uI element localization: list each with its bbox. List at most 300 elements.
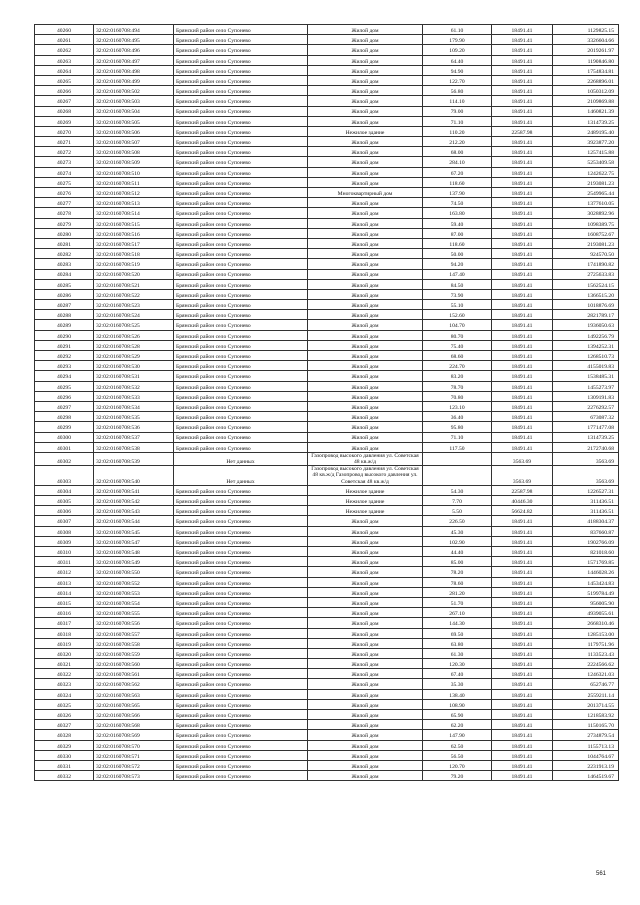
object-type-cell: Жилой дом (308, 238, 423, 248)
unit-value-cell: 18491.41 (492, 412, 553, 422)
object-type-cell: Жилой дом (308, 249, 423, 259)
cadastral-number-cell: 32:02:0160708:560 (94, 659, 174, 669)
row-number-cell: 40317 (35, 618, 94, 628)
table-row (35, 381, 619, 391)
cadastral-value-cell: 1366515.20 (553, 289, 619, 299)
row-number-cell: 40303 (35, 466, 94, 486)
table-row (35, 577, 619, 587)
object-type-cell: Жилой дом (308, 730, 423, 740)
table-row (35, 35, 619, 45)
area-cell: 95.80 (423, 422, 492, 432)
address-cell: Брянский район село Супонево (174, 96, 308, 106)
cadastral-number-cell: 32:02:0160708:531 (94, 371, 174, 381)
area-cell (423, 466, 492, 486)
unit-value-cell: 18491.41 (492, 351, 553, 361)
row-number-cell: 40329 (35, 740, 94, 750)
row-number-cell: 40270 (35, 126, 94, 136)
object-type-cell: Жилой дом (308, 218, 423, 228)
cadastral-number-cell: 32:02:0160708:550 (94, 567, 174, 577)
area-cell: 61.10 (423, 25, 492, 35)
cadastral-value-cell: 1179751.96 (553, 638, 619, 648)
object-type-cell: Жилой дом (308, 536, 423, 546)
object-type-cell: Жилой дом (308, 391, 423, 401)
cadastral-number-cell: 32:02:0160708:558 (94, 638, 174, 648)
unit-value-cell: 18491.41 (492, 689, 553, 699)
address-cell: Брянский район село Супонево (174, 699, 308, 709)
table-row (35, 310, 619, 320)
object-type-cell: Жилой дом (308, 167, 423, 177)
unit-value-cell: 18491.41 (492, 730, 553, 740)
object-type-cell: Жилой дом (308, 432, 423, 442)
cadastral-value-cell: 1268510.73 (553, 351, 619, 361)
row-number-cell: 40332 (35, 771, 94, 781)
page-number: 561 (596, 871, 607, 877)
cadastral-value-cell: 2734879.54 (553, 730, 619, 740)
cadastral-value-cell: 1129825.15 (553, 25, 619, 35)
address-cell: Брянский район село Супонево (174, 567, 308, 577)
cadastral-number-cell: 32:02:0160708:513 (94, 198, 174, 208)
area-cell: 147.40 (423, 269, 492, 279)
cadastral-value-cell: 1460821.39 (553, 106, 619, 116)
object-type-cell: Жилой дом (308, 648, 423, 658)
area-cell: 137.90 (423, 188, 492, 198)
unit-value-cell: 18491.41 (492, 167, 553, 177)
address-cell: Брянский район село Супонево (174, 422, 308, 432)
address-cell: Брянский район село Супонево (174, 750, 308, 760)
address-cell: Брянский район село Супонево (174, 45, 308, 55)
cadastral-number-cell: 32:02:0160708:535 (94, 412, 174, 422)
object-type-cell: Жилой дом (308, 45, 423, 55)
row-number-cell: 40265 (35, 75, 94, 85)
address-cell: Брянский район село Супонево (174, 526, 308, 536)
address-cell: Брянский район село Супонево (174, 536, 308, 546)
address-cell: Брянский район село Супонево (174, 269, 308, 279)
row-number-cell: 40310 (35, 547, 94, 557)
unit-value-cell: 18491.41 (492, 679, 553, 689)
area-cell: 108.90 (423, 699, 492, 709)
table-row (35, 422, 619, 432)
area-cell: 85.00 (423, 557, 492, 567)
unit-value-cell: 18491.41 (492, 279, 553, 289)
table-row (35, 659, 619, 669)
row-number-cell: 40278 (35, 208, 94, 218)
address-cell: Брянский район село Супонево (174, 496, 308, 506)
table-row (35, 679, 619, 689)
cadastral-number-cell: 32:02:0160708:515 (94, 218, 174, 228)
row-number-cell: 40281 (35, 238, 94, 248)
cadastral-number-cell: 32:02:0160708:534 (94, 401, 174, 411)
area-cell: 118.60 (423, 177, 492, 187)
table-row (35, 137, 619, 147)
unit-value-cell: 18491.41 (492, 75, 553, 85)
unit-value-cell: 18491.41 (492, 659, 553, 669)
area-cell: 281.20 (423, 587, 492, 597)
table-row (35, 177, 619, 187)
unit-value-cell: 18491.41 (492, 381, 553, 391)
object-type-cell: Жилой дом (308, 689, 423, 699)
object-type-cell: Жилой дом (308, 720, 423, 730)
table-row (35, 710, 619, 720)
table-row (35, 25, 619, 35)
cadastral-number-cell: 32:02:0160708:508 (94, 147, 174, 157)
unit-value-cell: 18491.41 (492, 577, 553, 587)
area-cell: 71.10 (423, 432, 492, 442)
row-number-cell: 40331 (35, 760, 94, 770)
cadastral-number-cell: 32:02:0160708:506 (94, 126, 174, 136)
address-cell: Брянский район село Супонево (174, 689, 308, 699)
cadastral-value-cell: 1562524.15 (553, 279, 619, 289)
object-type-cell: Нежилое здание (308, 126, 423, 136)
table-row (35, 740, 619, 750)
table-row (35, 557, 619, 567)
cadastral-value-cell: 1377610.05 (553, 198, 619, 208)
unit-value-cell: 18491.41 (492, 401, 553, 411)
object-type-cell: Жилой дом (308, 279, 423, 289)
row-number-cell: 40268 (35, 106, 94, 116)
address-cell: Брянский район село Супонево (174, 75, 308, 85)
cadastral-number-cell: 32:02:0160708:533 (94, 391, 174, 401)
cadastral-number-cell: 32:02:0160708:572 (94, 760, 174, 770)
area-cell: 102.90 (423, 536, 492, 546)
table-row (35, 340, 619, 350)
address-cell: Нет данных (174, 466, 308, 486)
cadastral-value-cell: 1190846.80 (553, 55, 619, 65)
row-number-cell: 40324 (35, 689, 94, 699)
cadastral-number-cell: 32:02:0160708:549 (94, 557, 174, 567)
row-number-cell: 40319 (35, 638, 94, 648)
address-cell: Брянский район село Супонево (174, 300, 308, 310)
unit-value-cell: 18491.41 (492, 442, 553, 452)
table-row (35, 126, 619, 136)
cadastral-number-cell: 32:02:0160708:514 (94, 208, 174, 218)
unit-value-cell: 18491.41 (492, 587, 553, 597)
address-cell: Брянский район село Супонево (174, 35, 308, 45)
address-cell: Брянский район село Супонево (174, 391, 308, 401)
table-row (35, 86, 619, 96)
row-number-cell: 40284 (35, 269, 94, 279)
cadastral-number-cell: 32:02:0160708:555 (94, 608, 174, 618)
area-cell: 54.30 (423, 485, 492, 495)
cadastral-number-cell: 32:02:0160708:532 (94, 381, 174, 391)
address-cell: Брянский район село Супонево (174, 238, 308, 248)
table-row (35, 699, 619, 709)
cadastral-number-cell: 32:02:0160708:496 (94, 45, 174, 55)
cadastral-number-cell: 32:02:0160708:522 (94, 289, 174, 299)
cadastral-value-cell: 311436.51 (553, 496, 619, 506)
table-row (35, 157, 619, 167)
cadastral-value-cell: 1098389.75 (553, 218, 619, 228)
row-number-cell: 40261 (35, 35, 94, 45)
area-cell: 73.90 (423, 289, 492, 299)
address-cell: Брянский район село Супонево (174, 371, 308, 381)
unit-value-cell: 18491.41 (492, 147, 553, 157)
cadastral-value-cell: 1044764.67 (553, 750, 619, 760)
area-cell: 67.20 (423, 167, 492, 177)
unit-value-cell: 18491.41 (492, 35, 553, 45)
row-number-cell: 40288 (35, 310, 94, 320)
cadastral-value-cell: 1155713.13 (553, 740, 619, 750)
unit-value-cell: 18491.41 (492, 259, 553, 269)
table-row (35, 669, 619, 679)
area-cell: 45.30 (423, 526, 492, 536)
area-cell: 83.20 (423, 371, 492, 381)
unit-value-cell: 18491.41 (492, 648, 553, 658)
row-number-cell: 40279 (35, 218, 94, 228)
cadastral-number-cell: 32:02:0160708:524 (94, 310, 174, 320)
area-cell: 70.80 (423, 391, 492, 401)
area-cell: 50.00 (423, 249, 492, 259)
row-number-cell: 40283 (35, 259, 94, 269)
cadastral-number-cell: 32:02:0160708:566 (94, 710, 174, 720)
object-type-cell: Жилой дом (308, 371, 423, 381)
cadastral-number-cell: 32:02:0160708:568 (94, 720, 174, 730)
area-cell: 59.40 (423, 218, 492, 228)
area-cell: 120.70 (423, 760, 492, 770)
table-row (35, 167, 619, 177)
table-row (35, 485, 619, 495)
cadastral-value-cell: 1394252.31 (553, 340, 619, 350)
row-number-cell: 40273 (35, 157, 94, 167)
cadastral-number-cell: 32:02:0160708:543 (94, 506, 174, 516)
cadastral-number-cell: 32:02:0160708:523 (94, 300, 174, 310)
unit-value-cell: 18491.41 (492, 86, 553, 96)
area-cell: 78.70 (423, 381, 492, 391)
cadastral-value-cell: 2668310.46 (553, 618, 619, 628)
address-cell: Брянский район село Супонево (174, 485, 308, 495)
table-row (35, 587, 619, 597)
table-row (35, 730, 619, 740)
unit-value-cell: 18491.41 (492, 608, 553, 618)
cadastral-value-cell: 1464519.67 (553, 771, 619, 781)
cadastral-number-cell: 32:02:0160708:528 (94, 340, 174, 350)
cadastral-number-cell: 32:02:0160708:573 (94, 771, 174, 781)
area-cell: 138.40 (423, 689, 492, 699)
unit-value-cell: 22587.98 (492, 485, 553, 495)
area-cell: 122.70 (423, 75, 492, 85)
address-cell: Брянский район село Супонево (174, 157, 308, 167)
area-cell: 179.90 (423, 35, 492, 45)
table-row (35, 401, 619, 411)
unit-value-cell: 18491.41 (492, 638, 553, 648)
area-cell: 94.90 (423, 65, 492, 75)
object-type-cell: Жилой дом (308, 669, 423, 679)
object-type-cell: Жилой дом (308, 25, 423, 35)
area-cell: 109.20 (423, 45, 492, 55)
row-number-cell: 40326 (35, 710, 94, 720)
cadastral-value-cell: 4188304.37 (553, 516, 619, 526)
unit-value-cell: 18491.41 (492, 330, 553, 340)
cadastral-value-cell: 2821789.17 (553, 310, 619, 320)
cadastral-number-cell: 32:02:0160708:541 (94, 485, 174, 495)
object-type-cell: Жилой дом (308, 422, 423, 432)
address-cell: Брянский район село Супонево (174, 760, 308, 770)
cadastral-number-cell: 32:02:0160708:502 (94, 86, 174, 96)
table-row (35, 116, 619, 126)
object-type-cell: Жилой дом (308, 628, 423, 638)
table-row (35, 771, 619, 781)
area-cell: 64.40 (423, 55, 492, 65)
cadastral-value-cell: 3563.69 (553, 452, 619, 465)
object-type-cell: Жилой дом (308, 116, 423, 126)
area-cell: 284.10 (423, 157, 492, 167)
cadastral-value-cell: 924570.50 (553, 249, 619, 259)
cadastral-value-table (34, 24, 619, 781)
area-cell: 78.60 (423, 577, 492, 587)
row-number-cell: 40291 (35, 340, 94, 350)
unit-value-cell: 18491.41 (492, 567, 553, 577)
table-row (35, 45, 619, 55)
row-number-cell: 40287 (35, 300, 94, 310)
cadastral-number-cell: 32:02:0160708:511 (94, 177, 174, 187)
cadastral-value-cell: 3923877.20 (553, 137, 619, 147)
address-cell: Брянский район село Супонево (174, 412, 308, 422)
address-cell: Брянский район село Супонево (174, 516, 308, 526)
cadastral-number-cell: 32:02:0160708:512 (94, 188, 174, 198)
object-type-cell: Жилой дом (308, 96, 423, 106)
cadastral-number-cell: 32:02:0160708:547 (94, 536, 174, 546)
cadastral-number-cell: 32:02:0160708:563 (94, 689, 174, 699)
row-number-cell: 40292 (35, 351, 94, 361)
area-cell: 226.50 (423, 516, 492, 526)
table-row (35, 106, 619, 116)
unit-value-cell: 18491.41 (492, 760, 553, 770)
address-cell: Брянский район село Супонево (174, 381, 308, 391)
cadastral-value-cell: 5199784.49 (553, 587, 619, 597)
address-cell: Брянский район село Супонево (174, 442, 308, 452)
row-number-cell: 40315 (35, 597, 94, 607)
area-cell: 212.20 (423, 137, 492, 147)
object-type-cell: Жилой дом (308, 597, 423, 607)
object-type-cell: Жилой дом (308, 710, 423, 720)
unit-value-cell: 18491.41 (492, 106, 553, 116)
table-row (35, 188, 619, 198)
object-type-cell: Жилой дом (308, 320, 423, 330)
address-cell: Брянский район село Супонево (174, 720, 308, 730)
object-type-cell: Жилой дом (308, 157, 423, 167)
area-cell: 75.40 (423, 340, 492, 350)
row-number-cell: 40289 (35, 320, 94, 330)
cadastral-value-cell: 1538485.31 (553, 371, 619, 381)
area-cell: 5.50 (423, 506, 492, 516)
unit-value-cell: 18491.41 (492, 269, 553, 279)
row-number-cell: 40282 (35, 249, 94, 259)
row-number-cell: 40260 (35, 25, 94, 35)
cadastral-value-cell: 2109869.88 (553, 96, 619, 106)
table-row (35, 567, 619, 577)
cadastral-value-cell: 2549965.44 (553, 188, 619, 198)
area-cell: 56.50 (423, 750, 492, 760)
cadastral-number-cell: 32:02:0160708:570 (94, 740, 174, 750)
table-row (35, 289, 619, 299)
table-row (35, 466, 619, 486)
cadastral-number-cell: 32:02:0160708:561 (94, 669, 174, 679)
row-number-cell: 40285 (35, 279, 94, 289)
address-cell: Брянский район село Супонево (174, 198, 308, 208)
table-row (35, 147, 619, 157)
row-number-cell: 40262 (35, 45, 94, 55)
cadastral-value-cell: 1902766.09 (553, 536, 619, 546)
unit-value-cell: 18491.41 (492, 157, 553, 167)
address-cell: Брянский район село Супонево (174, 730, 308, 740)
cadastral-value-cell: 1571769.85 (553, 557, 619, 567)
unit-value-cell: 18491.41 (492, 432, 553, 442)
object-type-cell: Жилой дом (308, 137, 423, 147)
cadastral-value-cell: 1309191.83 (553, 391, 619, 401)
unit-value-cell: 18491.41 (492, 249, 553, 259)
object-type-cell: Газопровод высокого давления ул. Советская 48 кв.ж/д Газопровод высокого давления ул. Советская 48 кв.ж/д (308, 466, 423, 486)
row-number-cell: 40300 (35, 432, 94, 442)
row-number-cell: 40304 (35, 485, 94, 495)
row-number-cell: 40280 (35, 228, 94, 238)
object-type-cell: Жилой дом (308, 618, 423, 628)
area-cell: 36.40 (423, 412, 492, 422)
cadastral-value-cell: 1314739.25 (553, 116, 619, 126)
unit-value-cell: 18491.41 (492, 198, 553, 208)
address-cell: Брянский район село Супонево (174, 25, 308, 35)
address-cell: Брянский район село Супонево (174, 740, 308, 750)
unit-value-cell: 18491.41 (492, 289, 553, 299)
cadastral-number-cell: 32:02:0160708:548 (94, 547, 174, 557)
unit-value-cell: 18491.41 (492, 618, 553, 628)
cadastral-value-cell: 1018876.69 (553, 300, 619, 310)
table-row (35, 442, 619, 452)
cadastral-number-cell: 32:02:0160708:499 (94, 75, 174, 85)
cadastral-number-cell: 32:02:0160708:552 (94, 577, 174, 587)
unit-value-cell: 18491.41 (492, 557, 553, 567)
cadastral-number-cell: 32:02:0160708:503 (94, 96, 174, 106)
cadastral-number-cell: 32:02:0160708:540 (94, 466, 174, 486)
address-cell: Брянский район село Супонево (174, 86, 308, 96)
table-row (35, 238, 619, 248)
row-number-cell: 40294 (35, 371, 94, 381)
table-row (35, 351, 619, 361)
address-cell: Брянский район село Супонево (174, 228, 308, 238)
row-number-cell: 40263 (35, 55, 94, 65)
cadastral-value-cell: 2268896.01 (553, 75, 619, 85)
table-row (35, 330, 619, 340)
unit-value-cell: 18491.41 (492, 699, 553, 709)
cadastral-number-cell: 32:02:0160708:538 (94, 442, 174, 452)
cadastral-value-cell: 1936050.63 (553, 320, 619, 330)
cadastral-number-cell: 32:02:0160708:504 (94, 106, 174, 116)
address-cell: Брянский район село Супонево (174, 320, 308, 330)
row-number-cell: 40320 (35, 648, 94, 658)
row-number-cell: 40275 (35, 177, 94, 187)
unit-value-cell: 18491.41 (492, 188, 553, 198)
unit-value-cell: 3563.69 (492, 452, 553, 465)
table-row (35, 412, 619, 422)
area-cell: 94.20 (423, 259, 492, 269)
cadastral-number-cell: 32:02:0160708:498 (94, 65, 174, 75)
area-cell: 147.90 (423, 730, 492, 740)
row-number-cell: 40328 (35, 730, 94, 740)
cadastral-value-cell: 3028892.96 (553, 208, 619, 218)
address-cell: Брянский район село Супонево (174, 401, 308, 411)
table-row (35, 597, 619, 607)
area-cell: 267.10 (423, 608, 492, 618)
object-type-cell: Жилой дом (308, 177, 423, 187)
table-row (35, 279, 619, 289)
cadastral-value-cell: 1771477.08 (553, 422, 619, 432)
address-cell: Брянский район село Супонево (174, 648, 308, 658)
object-type-cell: Жилой дом (308, 608, 423, 618)
table-row (35, 648, 619, 658)
cadastral-value-cell: 1455273.97 (553, 381, 619, 391)
unit-value-cell: 18491.41 (492, 547, 553, 557)
cadastral-number-cell: 32:02:0160708:529 (94, 351, 174, 361)
address-cell: Брянский район село Супонево (174, 597, 308, 607)
area-cell: 152.60 (423, 310, 492, 320)
